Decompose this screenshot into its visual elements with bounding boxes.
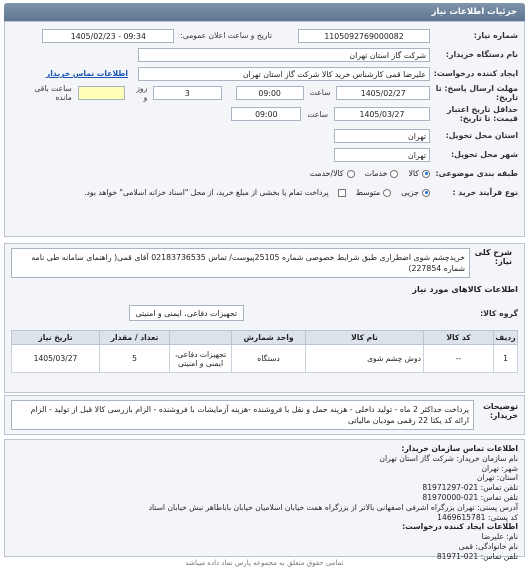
days-word: روز و [136, 83, 148, 102]
buyer-field[interactable]: شرکت گاز استان تهران [138, 48, 430, 62]
row-name: دوش چشم شوی [306, 345, 424, 373]
col-index: ردیف [494, 331, 518, 345]
contact-panel [4, 439, 525, 561]
buyer-label: نام دستگاه خریدار: [445, 50, 518, 59]
goods-group-row [11, 302, 518, 324]
reply-deadline-row [11, 83, 518, 102]
col-date: تاریخ نیاز [12, 331, 100, 345]
goods-group-field[interactable]: تجهیزات دفاعی، ایمنی و امنیتی [129, 305, 244, 321]
radio-icon [347, 170, 355, 178]
process-option-medium[interactable]: متوسط [356, 188, 392, 197]
process-option-minor[interactable]: جزیی [401, 188, 430, 197]
announce-label: تاریخ و ساعت اعلان عمومی: [180, 31, 272, 40]
category-option-services[interactable]: خدمات [365, 169, 399, 178]
contact-line: استان: تهران [476, 473, 518, 483]
creator-info-title: اطلاعات ایجاد کننده درخواست: [402, 522, 518, 532]
days-remaining-field[interactable]: 3 [153, 86, 221, 100]
contact-line: آدرس پستی: تهران بزرگراه اشرفی اصفهانی بالاتر از بزرگراه همت خیابان اسلامیان خیابان باباطاهر نبش خیابان استاد [148, 502, 518, 512]
treasury-checkbox[interactable] [338, 189, 346, 197]
row-index: 1 [494, 345, 518, 373]
description-block [11, 248, 518, 278]
table-row[interactable] [12, 345, 518, 373]
validity-date-field[interactable]: 1405/03/27 [334, 107, 430, 121]
goods-table [11, 330, 518, 373]
reply-label: مهلت ارسال پاسخ: تا تاریخ: [435, 83, 518, 102]
col-name: نام کالا [306, 331, 424, 345]
row-date: 1405/03/27 [12, 345, 100, 373]
reply-time-field[interactable]: 09:00 [236, 86, 304, 100]
validity-time-label: ساعت [307, 109, 328, 119]
contact-line: نام: علیرضا [481, 532, 518, 542]
row-unit: دستگاه [232, 345, 306, 373]
category-row [11, 164, 518, 183]
radio-icon [383, 189, 391, 197]
contact-line: نام خانوادگی: قمی [458, 541, 518, 551]
contact-title: اطلاعات تماس سازمان خریدار: [401, 444, 518, 453]
category-label: طبقه بندی موضوعی: [435, 169, 518, 178]
goods-table-header [12, 331, 518, 345]
need-details-panel [4, 243, 525, 393]
row-qty: 5 [100, 345, 170, 373]
footer: تمامی حقوق متعلق به مجموعه پارس نماد داده میباشد [185, 559, 344, 567]
reply-time-label: ساعت [309, 88, 331, 97]
goods-group-label: گروه کالا: [480, 308, 518, 318]
need-number-label: شماره نیاز: [473, 31, 518, 40]
buyer-notes-panel [4, 395, 525, 435]
province-row [11, 126, 518, 145]
page-title: جزئیات اطلاعات نیاز [4, 3, 525, 21]
validity-row [11, 102, 518, 126]
radio-selected-icon [422, 189, 430, 197]
need-number-field[interactable]: 1105092769000082 [298, 29, 430, 43]
validity-label: حداقل تاریخ اعتبار قیمت: تا تاریخ: [447, 105, 518, 123]
treasury-note: پرداخت تمام یا بخشی از مبلغ خرید، از محل "اسناد خزانه اسلامی" خواهد بود. [84, 188, 329, 197]
city-field[interactable]: تهران [334, 148, 430, 162]
validity-time-field[interactable]: 09:00 [231, 107, 301, 121]
buyer-notes-label: توضیحات خریدار: [483, 402, 518, 420]
col-group [170, 331, 232, 345]
need-number-row [11, 26, 518, 45]
goods-section-title: اطلاعات کالاهای مورد نیاز [412, 284, 518, 294]
need-info-panel [4, 21, 525, 237]
description-text: خریدچشم شوی اضطراری طبق شرایط خصوصی شماره 25105پیوست/ تماس 02183736535 آقای قمی( راهنمای سامانه طی نامه شماره 227854) [11, 248, 470, 278]
contact-line: کد پستی: 1469615781 [437, 512, 518, 522]
contact-line: تلفن تماس: 021-81971 [436, 551, 518, 561]
radio-icon [390, 170, 398, 178]
province-label: استان محل تحویل: [445, 131, 518, 140]
buyer-contact-link[interactable]: اطلاعات تماس خریدار [45, 69, 128, 78]
hours-remaining-label: ساعت باقی مانده [34, 83, 72, 102]
contact-line: تلفن تماس: 021-81971297 [422, 483, 518, 493]
contact-line: شهر: تهران [481, 463, 518, 473]
announce-field[interactable]: 1405/02/23 - 09:34 [42, 29, 174, 43]
process-label: نوع فرآیند خرید : [452, 188, 518, 197]
description-label: شرح کلی نیاز: [474, 248, 512, 266]
reply-date-field[interactable]: 1405/02/27 [336, 86, 430, 100]
row-group: تجهیزات دفاعی، ایمنی و امنیتی [170, 345, 232, 373]
buyer-notes-text: پرداخت حداکثر 2 ماه - تولید داخلی - هزینه حمل و نقل با فروشنده -هزینه آزمایشات با فروشنده - الزام بازرسی کالا قبل از تولید - الزام ارائه کد یکتا 22 رقمی مودیان مالیاتی [11, 400, 474, 430]
col-unit: واحد شمارش [232, 331, 306, 345]
buyer-row [11, 45, 518, 64]
city-label: شهر محل تحویل: [451, 150, 518, 159]
radio-selected-icon [422, 170, 430, 178]
creator-field[interactable]: علیرضا قمی کارشناس خرید کالا شرکت گاز استان تهران [138, 67, 430, 81]
city-row [11, 145, 518, 164]
col-qty: تعداد / مقدار [100, 331, 170, 345]
contact-line: تلفن تماس: 021-81970000 [422, 492, 518, 502]
contact-line: نام سازمان خریدار: شرکت گاز استان تهران [379, 453, 518, 463]
col-code: کد کالا [424, 331, 494, 345]
category-option-goods[interactable]: کالا [408, 169, 430, 178]
hours-remaining-field[interactable] [78, 86, 125, 100]
province-field[interactable]: تهران [334, 129, 430, 143]
process-row [11, 183, 518, 202]
category-option-goods-services[interactable]: کالا/خدمت [310, 169, 355, 178]
creator-row [11, 64, 518, 83]
creator-label: ایجاد کننده درخواست: [433, 69, 518, 78]
row-code: -- [424, 345, 494, 373]
